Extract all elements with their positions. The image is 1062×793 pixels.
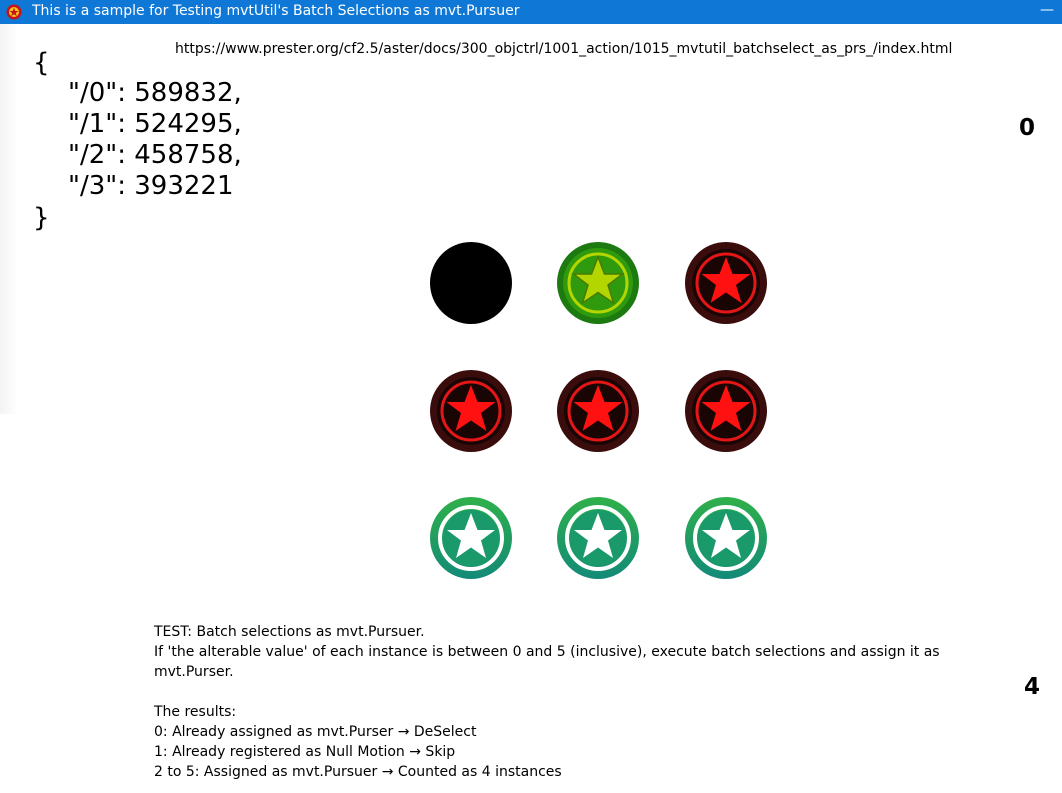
teal-star-token[interactable]: [556, 496, 640, 580]
test-line: TEST: Batch selections as mvt.Pursuer.: [154, 624, 425, 640]
test-line: mvt.Purser.: [154, 664, 234, 680]
red-star-token[interactable]: [556, 369, 640, 453]
app-icon: [6, 4, 22, 20]
json-close-brace: }: [33, 203, 50, 233]
red-star-token[interactable]: [684, 369, 768, 453]
json-line: "/3": 393221: [68, 171, 234, 201]
counter-top: 0: [1019, 115, 1036, 141]
left-edge-shadow: [0, 24, 18, 414]
result-line: 2 to 5: Assigned as mvt.Pursuer → Counted as 4 instances: [154, 764, 562, 780]
window-title: This is a sample for Testing mvtUtil's Batch Selections as mvt.Pursuer: [32, 3, 520, 19]
json-open-brace: {: [33, 48, 50, 78]
teal-star-token[interactable]: [429, 496, 513, 580]
title-bar: [0, 0, 1062, 24]
json-line: "/1": 524295,: [68, 109, 242, 139]
red-star-token[interactable]: [684, 241, 768, 325]
green-star-token[interactable]: [556, 241, 640, 325]
black-circle-token[interactable]: [429, 241, 513, 325]
json-line: "/0": 589832,: [68, 78, 242, 108]
test-description: [154, 622, 984, 782]
red-star-token[interactable]: [429, 369, 513, 453]
teal-star-token[interactable]: [684, 496, 768, 580]
results-heading: The results:: [154, 704, 237, 720]
counter-bottom: 4: [1024, 674, 1041, 700]
spacer: [154, 682, 984, 702]
minimize-button[interactable]: —: [1040, 2, 1054, 18]
url-text: https://www.prester.org/cf2.5/aster/docs/300_objctrl/1001_action/1015_mvtutil_batchselect_as_prs_/index.html: [175, 41, 953, 57]
test-line: If 'the alterable value' of each instance is between 0 and 5 (inclusive), execute batch selections and assign it as: [154, 644, 940, 660]
result-line: 1: Already registered as Null Motion → Skip: [154, 744, 456, 760]
json-line: "/2": 458758,: [68, 140, 242, 170]
result-line: 0: Already assigned as mvt.Purser → DeSelect: [154, 724, 477, 740]
